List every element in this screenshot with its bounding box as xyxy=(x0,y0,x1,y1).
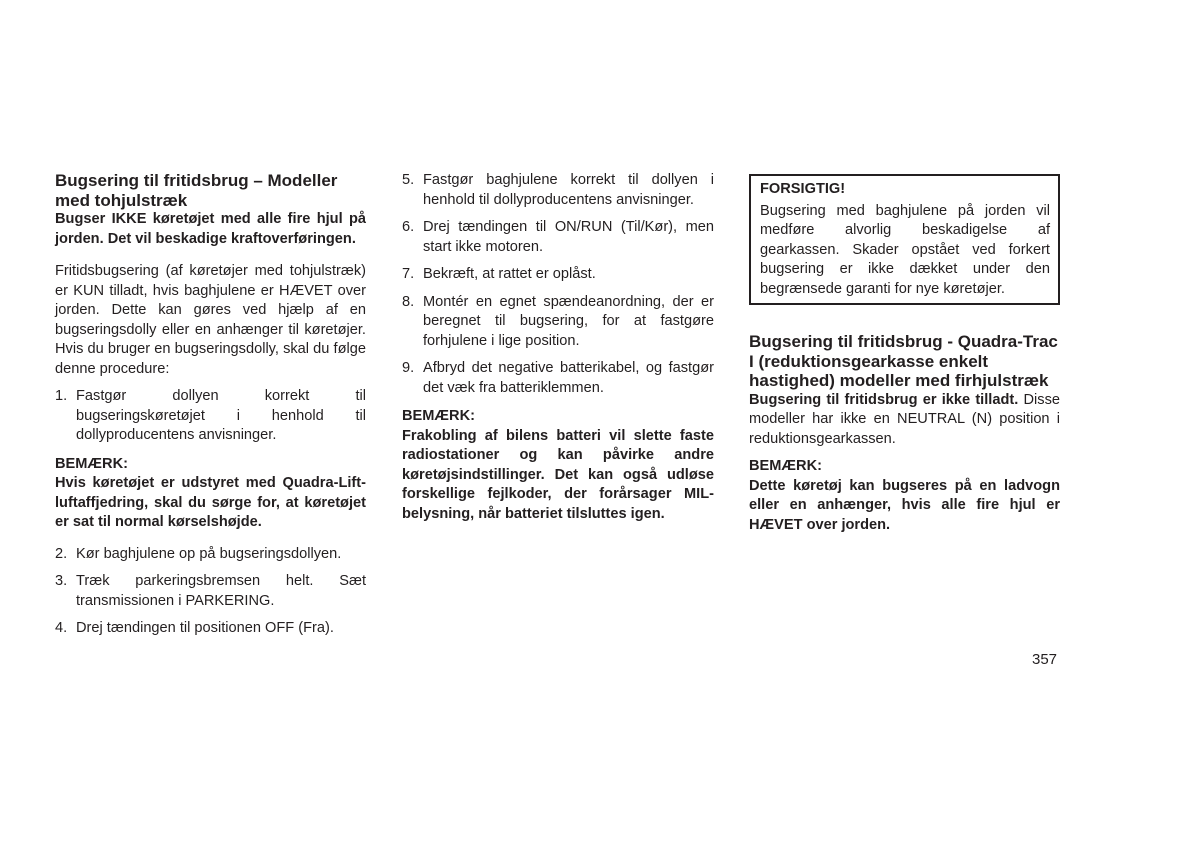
column-2 xyxy=(402,171,714,536)
list-item: 3. Træk parkeringsbremsen helt. Sæt transmissionen i PARKERING. xyxy=(55,573,366,609)
step-list xyxy=(55,545,366,639)
list-item: 7. Bekræft, at rattet er oplåst. xyxy=(402,266,596,282)
note-title: BEMÆRK: xyxy=(402,408,475,424)
list-item: 6. Drej tændingen til ON/RUN (Til/Kør), men start ikke motoren. xyxy=(402,219,714,255)
section-subheading: Bugser IKKE køretøjet med alle fire hjul på jorden. Det vil beskadige kraftoverføringen. xyxy=(55,211,366,247)
list-item: 2. Kør baghjulene op på bugseringsdollyen. xyxy=(55,545,342,562)
note-text: Hvis køretøjet er udstyret med Quadra-Lift-luftaffjedring, skal du sørge for, at køretøjet er sat til normal kørselshøjde. xyxy=(55,475,366,530)
section-heading: Bugsering til fritidsbrug – Modeller med tohjulstræk xyxy=(55,171,338,210)
step-list xyxy=(55,387,366,446)
list-item: 8. Montér en egnet spændeanordning, der er beregnet til bugsering, for at fastgøre forhjulene i lige position. xyxy=(402,293,714,349)
page-number: 357 xyxy=(1032,651,1058,668)
section-heading: Bugsering til fritidsbrug - Quadra-Trac I (reduktionsgearkasse enkelt hastighed) modeller med firhjulstræk xyxy=(749,332,1058,390)
list-item: 1. Fastgør dollyen korrekt til bugseringskøretøjet i henhold til dollyproducentens anvisninger. xyxy=(55,388,366,443)
warning-box xyxy=(749,174,1060,305)
column-1 xyxy=(55,171,366,647)
note-title: BEMÆRK: xyxy=(55,455,128,472)
list-item: 9. Afbryd det negative batterikabel, og fastgør det væk fra batteriklemmen. xyxy=(402,360,714,396)
list-item: 4. Drej tændingen til positionen OFF (Fra). xyxy=(55,620,334,636)
note-title: BEMÆRK: xyxy=(749,458,822,474)
column-3 xyxy=(749,174,1060,547)
section-paragraph: Bugsering til fritidsbrug er ikke tilladt. Disse modeller har ikke en NEUTRAL (N) position i reduktionsgearkassen. xyxy=(749,391,1060,447)
warning-title: FORSIGTIG! xyxy=(760,181,846,197)
warning-text: Bugsering med baghjulene på jorden vil medføre alvorlig beskadigelse af gearkassen. Skader opstået ved forkert bugsering er ikke dækket under den begrænsede garanti for nye køretøjer. xyxy=(760,202,1050,297)
step-list xyxy=(402,171,714,398)
note-text: Dette køretøj kan bugseres på en ladvogn eller en anhænger, hvis alle fire hjul er HÆVET over jorden. xyxy=(749,477,1060,533)
list-item: 5. Fastgør baghjulene korrekt til dollyen i henhold til dollyproducentens anvisninger. xyxy=(402,172,714,208)
note-text: Frakobling af bilens batteri vil slette faste radiostationer og kan påvirke andre køretøjsindstillinger. Det kan også udløse forskellige fejlkoder, der forårsager MIL-belysning, når batteriet tilsluttes igen. xyxy=(402,427,714,522)
intro-paragraph: Fritidsbugsering (af køretøjer med tohjulstræk) er KUN tilladt, hvis baghjulene er HÆVET over jorden. Dette kan gøres ved hjælp af en bugseringsdolly eller en anhænger til køretøjer. Hvis du bruger en bugseringsdolly, skal du følge denne procedure: xyxy=(55,263,366,377)
